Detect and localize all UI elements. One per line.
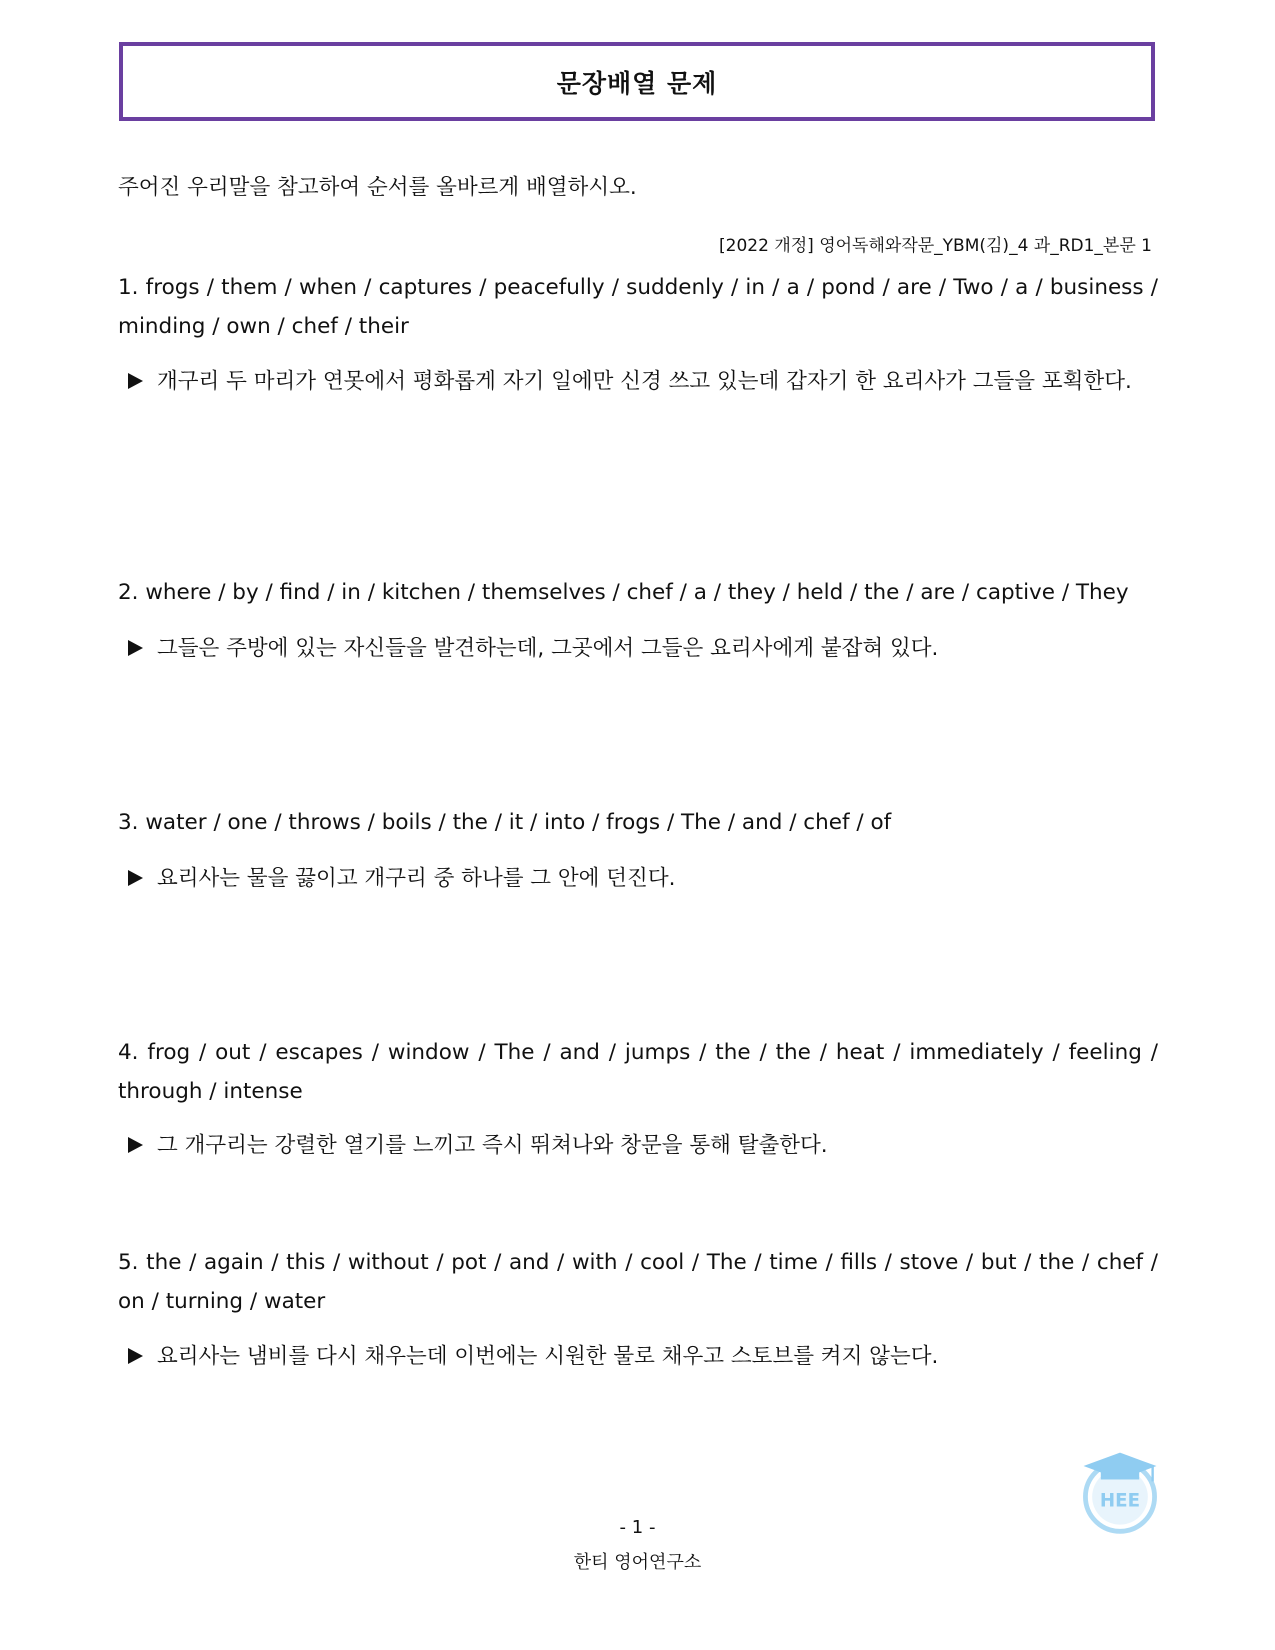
triangle-bullet-icon bbox=[128, 1137, 143, 1153]
page-number: - 1 - bbox=[619, 1517, 656, 1538]
question-1-translation bbox=[118, 362, 1158, 401]
question-4-words: 4. frog / out / escapes / window / The / and / jumps / the / the / heat / immediately / feeling / through / intense bbox=[118, 1040, 1158, 1104]
triangle-bullet-icon bbox=[128, 870, 143, 886]
source-label: [2022 개정] 영어독해와작문_YBM(김)_4 과_RD1_본문 1 bbox=[719, 236, 1152, 256]
translation-text: 그들은 주방에 있는 자신들을 발견하는데, 그곳에서 그들은 요리사에게 붙잡혀 있다. bbox=[157, 636, 939, 661]
question-1-words: 1. frogs / them / when / captures / peacefully / suddenly / in / a / pond / are / Two / a / business / minding / own / chef / their bbox=[118, 275, 1158, 339]
logo-text: HEE bbox=[1099, 1490, 1141, 1512]
question-5-words: 5. the / again / this / without / pot / and / with / cool / The / time / fills / stove / but / the / chef / on / turning / water bbox=[118, 1250, 1158, 1314]
instruction-text: 주어진 우리말을 참고하여 순서를 올바르게 배열하시오. bbox=[118, 175, 637, 200]
translation-text: 요리사는 냄비를 다시 채우는데 이번에는 시원한 물로 채우고 스토브를 켜지 않는다. bbox=[157, 1344, 939, 1369]
question-4-translation bbox=[118, 1126, 1158, 1165]
question-3-translation bbox=[118, 859, 1158, 898]
translation-text: 그 개구리는 강렬한 열기를 느끼고 즉시 뛰쳐나와 창문을 통해 탈출한다. bbox=[157, 1133, 828, 1158]
triangle-bullet-icon bbox=[128, 640, 143, 656]
footer-publisher: 한티 영어연구소 bbox=[573, 1552, 702, 1573]
question-2-words: 2. where / by / find / in / kitchen / themselves / chef / a / they / held / the / are / captive / They bbox=[118, 580, 1129, 605]
question-2-translation bbox=[118, 629, 1158, 668]
question-3-words: 3. water / one / throws / boils / the / it / into / frogs / The / and / chef / of bbox=[118, 810, 892, 835]
page-title: 문장배열 문제 bbox=[556, 68, 718, 98]
translation-text: 요리사는 물을 끓이고 개구리 중 하나를 그 안에 던진다. bbox=[157, 866, 676, 891]
triangle-bullet-icon bbox=[128, 373, 143, 389]
translation-text: 개구리 두 마리가 연못에서 평화롭게 자기 일에만 신경 쓰고 있는데 갑자기 한 요리사가 그들을 포획한다. bbox=[157, 369, 1132, 394]
title-box bbox=[119, 42, 1155, 121]
triangle-bullet-icon bbox=[128, 1348, 143, 1364]
question-5-translation bbox=[118, 1337, 1158, 1376]
